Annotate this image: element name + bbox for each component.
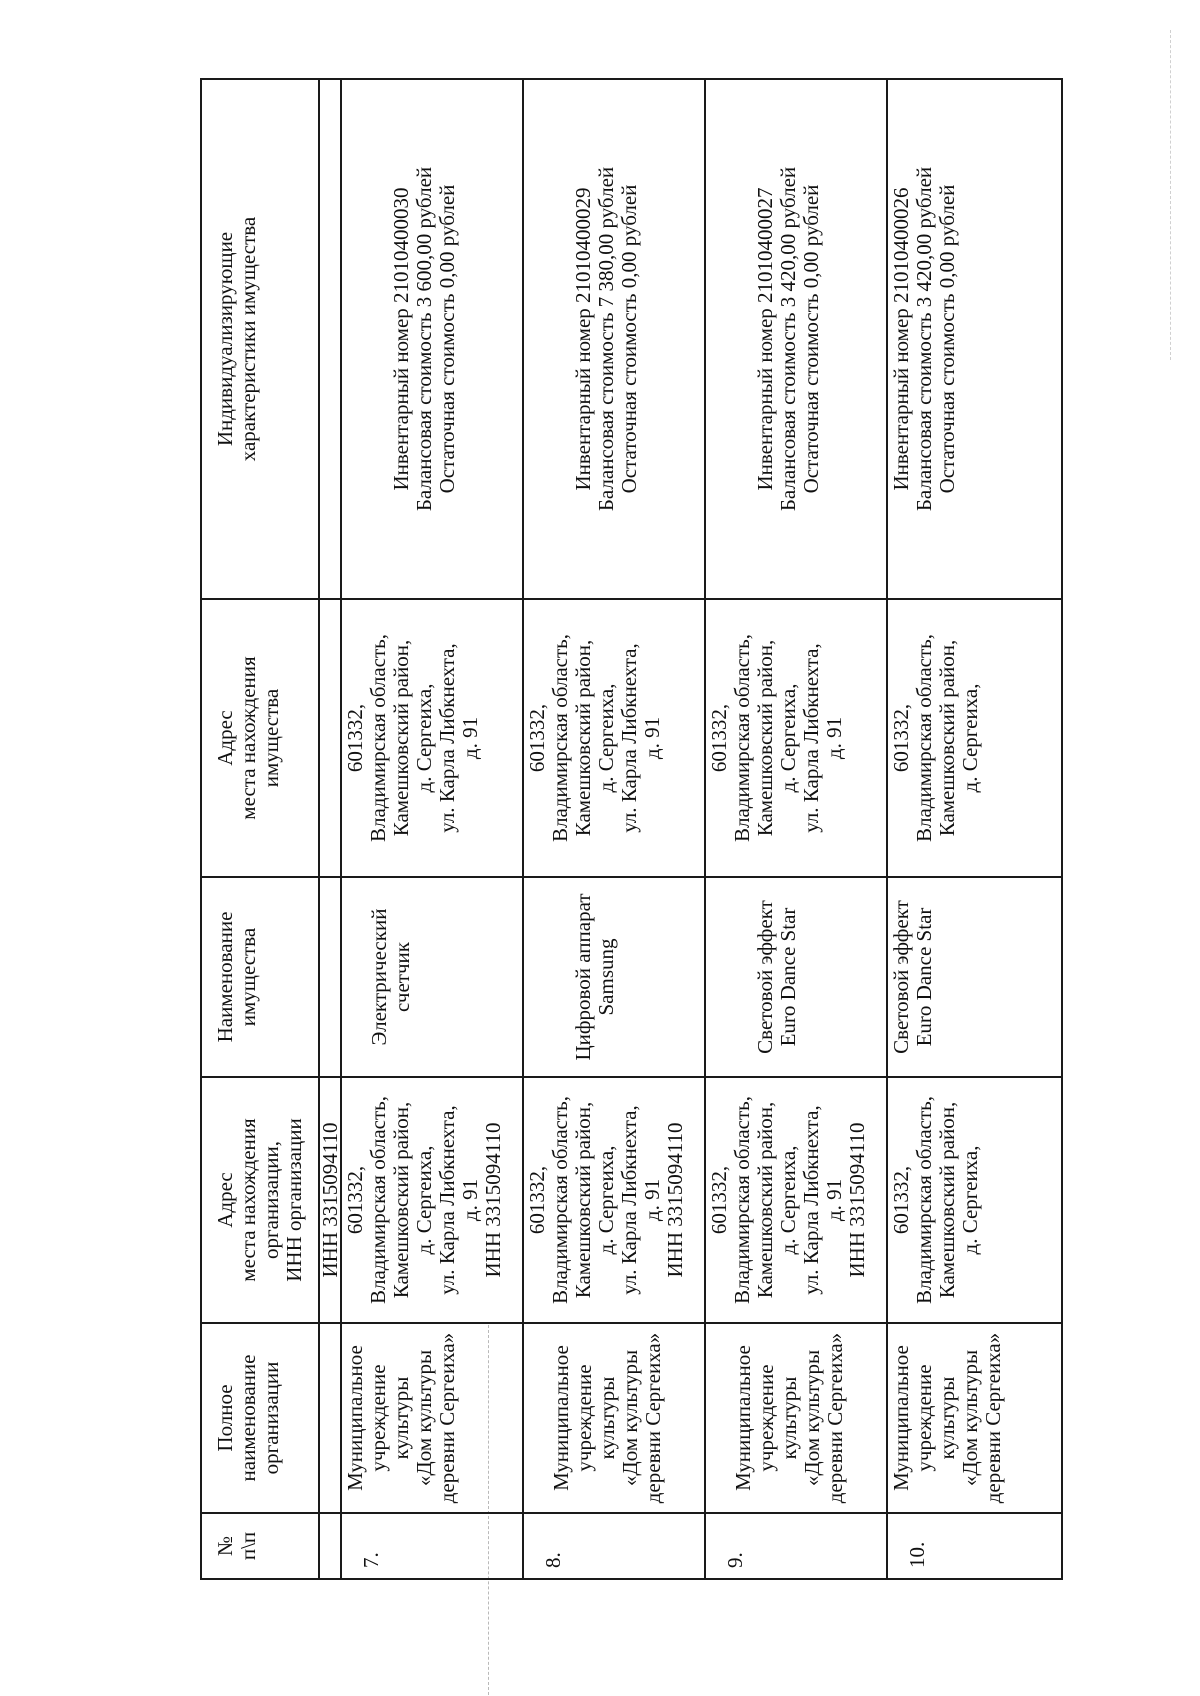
property-address-cell: 601332, Владимирская область, Камешковский район, д. Сергеиха, ул. Карла Либкнехта, д. 91: [523, 599, 705, 877]
inn-cell-empty: [319, 877, 341, 1077]
inn-cell-empty: [319, 1513, 341, 1579]
org-name-cell: Муниципальное учреждение культуры «Дом культуры деревни Сергеиха»: [887, 1323, 1062, 1513]
org-address-cell: 601332, Владимирская область, Камешковский район, д. Сергеиха, ул. Карла Либкнехта, д. 91 ИНН 3315094110: [341, 1077, 523, 1323]
inn-cell-empty: [319, 1323, 341, 1513]
characteristics-cell: Инвентарный номер 21010400029 Балансовая стоимость 7 380,00 рублей Остаточная стоимость 0,00 рублей: [523, 79, 705, 599]
header-property-name: Наименование имущества: [201, 877, 319, 1077]
property-address-cell: 601332, Владимирская область, Камешковский район, д. Сергеиха,: [887, 599, 1062, 877]
inn-cell-empty: [319, 79, 341, 599]
characteristics-cell: Инвентарный номер 21010400026 Балансовая стоимость 3 420,00 рублей Остаточная стоимость 0,00 рублей: [887, 79, 1062, 599]
property-name-cell: Световой эффект Euro Dance Star: [705, 877, 887, 1077]
org-address-cell: 601332, Владимирская область, Камешковский район, д. Сергеиха, ул. Карла Либкнехта, д. 91 ИНН 3315094110: [523, 1077, 705, 1323]
row-number: 9.: [705, 1513, 887, 1579]
header-num: № п\п: [201, 1513, 319, 1579]
org-address-cell: 601332, Владимирская область, Камешковский район, д. Сергеиха,: [887, 1077, 1062, 1323]
inn-cell: ИНН 3315094110: [319, 1077, 341, 1323]
org-address-cell: 601332, Владимирская область, Камешковский район, д. Сергеиха, ул. Карла Либкнехта, д. 91 ИНН 3315094110: [705, 1077, 887, 1323]
property-name-cell: Световой эффект Euro Dance Star: [887, 877, 1062, 1077]
property-address-cell: 601332, Владимирская область, Камешковский район, д. Сергеиха, ул. Карла Либкнехта, д. 91: [341, 599, 523, 877]
characteristics-cell: Инвентарный номер 21010400027 Балансовая стоимость 3 420,00 рублей Остаточная стоимость 0,00 рублей: [705, 79, 887, 599]
property-name-cell: Электрический счетчик: [341, 877, 523, 1077]
header-property-address: Адрес места нахождения имущества: [201, 599, 319, 877]
header-row: [201, 79, 319, 1579]
row-number: 10.: [887, 1513, 1062, 1579]
org-name-cell: Муниципальное учреждение культуры «Дом культуры деревни Сергеиха»: [705, 1323, 887, 1513]
header-org-name: Полное наименование организации: [201, 1323, 319, 1513]
table-row: [523, 79, 705, 1579]
row-number: 8.: [523, 1513, 705, 1579]
row-number: 7.: [341, 1513, 523, 1579]
inn-row: [319, 79, 341, 1579]
property-table: [200, 78, 1063, 1580]
header-characteristics: Индивидуализирующие характеристики имущества: [201, 79, 319, 599]
table-row: [341, 79, 523, 1579]
inn-cell-empty: [319, 599, 341, 877]
header-org-address: Адрес места нахождения организации, ИНН организации: [201, 1077, 319, 1323]
org-name-cell: Муниципальное учреждение культуры «Дом культуры деревни Сергеиха»: [341, 1323, 523, 1513]
table-row: [705, 79, 887, 1579]
scan-artifact-line: [1170, 30, 1171, 360]
table-row: [887, 79, 1062, 1579]
property-address-cell: 601332, Владимирская область, Камешковский район, д. Сергеиха, ул. Карла Либкнехта, д. 91: [705, 599, 887, 877]
org-name-cell: Муниципальное учреждение культуры «Дом культуры деревни Сергеиха»: [523, 1323, 705, 1513]
rotated-page: [200, 80, 1105, 1580]
characteristics-cell: Инвентарный номер 21010400030 Балансовая стоимость 3 600,00 рублей Остаточная стоимость 0,00 рублей: [341, 79, 523, 599]
property-name-cell: Цифровой аппарат Samsung: [523, 877, 705, 1077]
